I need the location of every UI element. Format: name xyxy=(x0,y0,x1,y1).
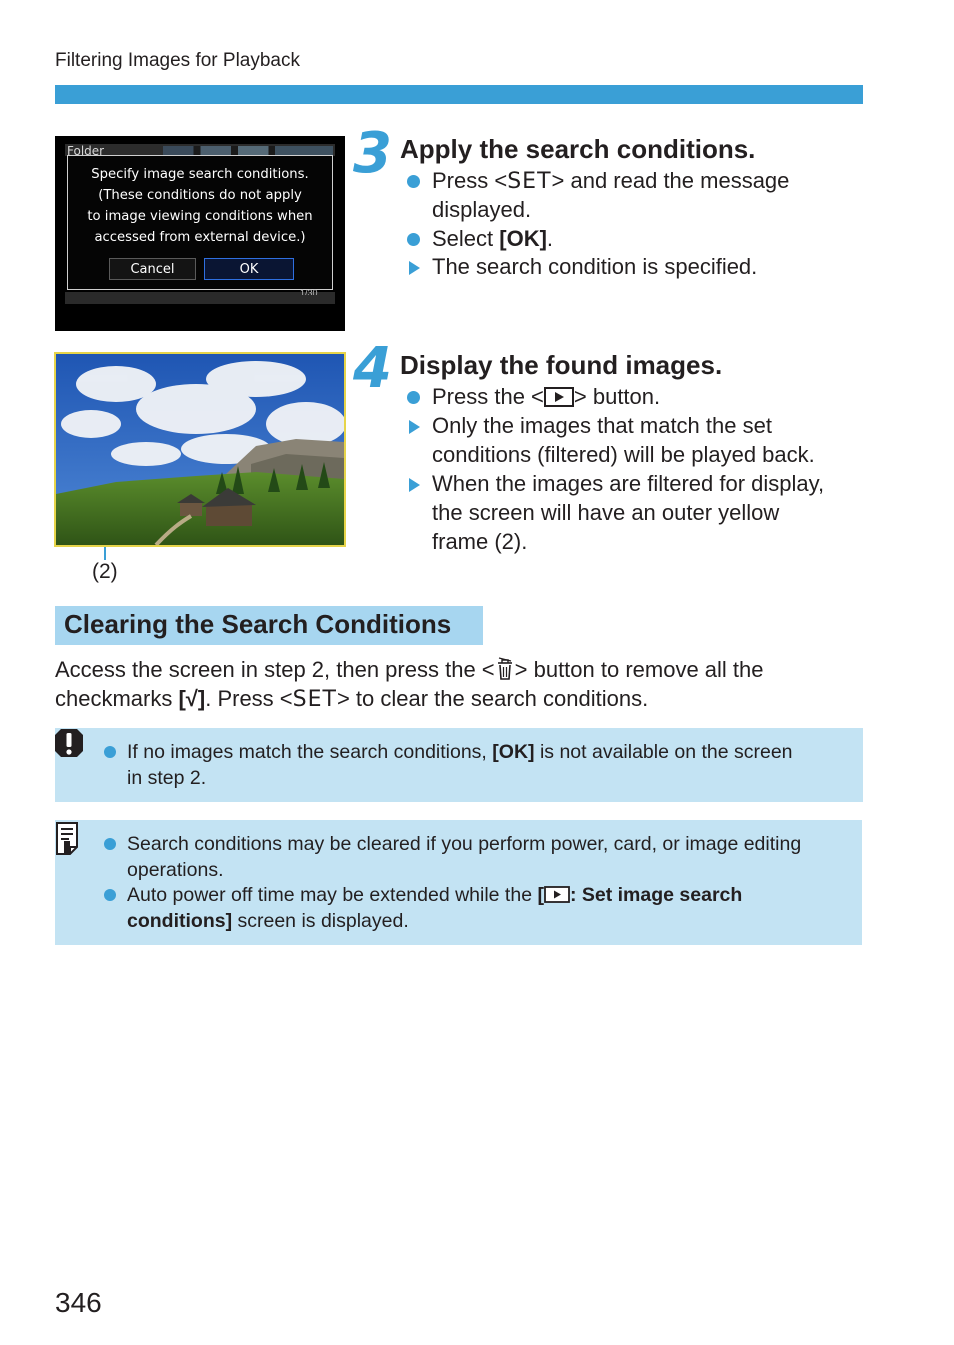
memo-item-1 xyxy=(127,831,801,883)
dialog-message-line: (These conditions do not apply xyxy=(98,188,302,203)
bullet-dot-icon xyxy=(104,889,116,901)
result-arrow-icon xyxy=(409,478,420,492)
set-button-label: SET xyxy=(292,687,337,712)
text-line: frame (2). xyxy=(432,529,528,554)
step-4-item-1 xyxy=(432,382,660,411)
text: . Press < xyxy=(205,686,293,711)
bullet-dot-icon xyxy=(407,233,420,246)
cancel-button[interactable]: Cancel xyxy=(109,258,196,280)
dialog-message-line: accessed from external device.) xyxy=(94,230,306,245)
text: Auto power off time may be extended while the xyxy=(127,884,538,906)
memo-item-2 xyxy=(127,882,742,934)
section-body xyxy=(55,655,875,714)
bullet-dot-icon xyxy=(104,746,116,758)
filtered-image-preview xyxy=(54,352,346,547)
camera-screen xyxy=(55,136,345,331)
step-4-item-3 xyxy=(432,469,824,556)
text: > button. xyxy=(573,384,661,409)
text-line: operations. xyxy=(127,859,224,881)
caution-text xyxy=(127,739,793,791)
screen-folder-label: Folder xyxy=(67,144,105,155)
dialog-message-line: Specify image search conditions. xyxy=(91,167,309,182)
ok-label: [OK] xyxy=(499,226,547,251)
text: > button to remove all the xyxy=(514,657,764,682)
callout-line xyxy=(104,547,106,560)
dialog-message-line: to image viewing conditions when xyxy=(87,209,313,224)
search-dialog xyxy=(67,155,333,290)
text: : Set image search xyxy=(569,884,743,906)
header-bar xyxy=(55,85,863,104)
step-3-item-1-cont: displayed. xyxy=(432,197,532,222)
text: conditions] xyxy=(127,910,233,932)
page-number: 346 xyxy=(55,1287,102,1318)
screen-bottom-strip xyxy=(65,292,335,304)
text-line: the screen will have an outer yellow xyxy=(432,500,780,525)
caution-icon xyxy=(53,727,85,759)
landscape-photo xyxy=(56,354,344,545)
text: . xyxy=(546,226,554,251)
bullet-dot-icon xyxy=(104,838,116,850)
bullet-dot-icon xyxy=(407,391,420,404)
result-arrow-icon xyxy=(409,420,420,434)
text: Access the screen in step 2, then press the < xyxy=(55,657,495,682)
section-title: Clearing the Search Conditions xyxy=(64,609,452,639)
text-line: When the images are filtered for display, xyxy=(432,471,825,496)
text: checkmarks xyxy=(55,686,179,711)
playback-tab-icon xyxy=(544,885,570,904)
bullet-dot-icon xyxy=(407,175,420,188)
step-4-number: 4 xyxy=(353,336,390,401)
step-3-item-1 xyxy=(432,166,789,196)
text: Press the < xyxy=(432,384,544,409)
header-title: Filtering Images for Playback xyxy=(55,50,300,71)
text: is not available on the screen xyxy=(534,741,793,763)
text-line xyxy=(127,882,742,908)
text: Select xyxy=(432,226,500,251)
step-4-title: Display the found images. xyxy=(400,350,723,380)
text-line: in step 2. xyxy=(127,767,207,789)
dialog-message xyxy=(68,164,332,248)
text-line xyxy=(55,684,875,714)
text-line xyxy=(127,908,742,934)
text: Press < xyxy=(432,168,508,193)
screen-counter: 1/30 xyxy=(300,289,318,295)
text: > and read the message xyxy=(551,168,790,193)
result-arrow-icon xyxy=(409,261,420,275)
step-3-item-3: The search condition is specified. xyxy=(432,254,758,279)
step-4-item-2 xyxy=(432,411,815,469)
playback-button-icon xyxy=(544,386,574,408)
text: [ xyxy=(537,884,544,906)
set-button-label: SET xyxy=(507,169,552,194)
callout-label: (2) xyxy=(92,560,118,583)
step-3-item-2 xyxy=(432,224,553,253)
text-line: conditions (filtered) will be played back. xyxy=(432,442,815,467)
step-3-number: 3 xyxy=(353,121,390,186)
checkmark-label: [√] xyxy=(178,686,206,711)
text-line xyxy=(55,655,875,684)
text-line xyxy=(127,739,793,765)
ok-label: [OK] xyxy=(492,741,535,763)
ok-button[interactable]: OK xyxy=(204,258,294,280)
trash-icon xyxy=(495,656,515,682)
memo-icon xyxy=(55,821,81,855)
text-line: Only the images that match the set xyxy=(432,413,772,438)
text-line: Search conditions may be cleared if you perform power, card, or image editing xyxy=(127,833,802,855)
step-3-title: Apply the search conditions. xyxy=(400,134,756,164)
text: If no images match the search conditions, xyxy=(127,741,493,763)
text: screen is displayed. xyxy=(232,910,409,932)
text: > to clear the search conditions. xyxy=(336,686,649,711)
